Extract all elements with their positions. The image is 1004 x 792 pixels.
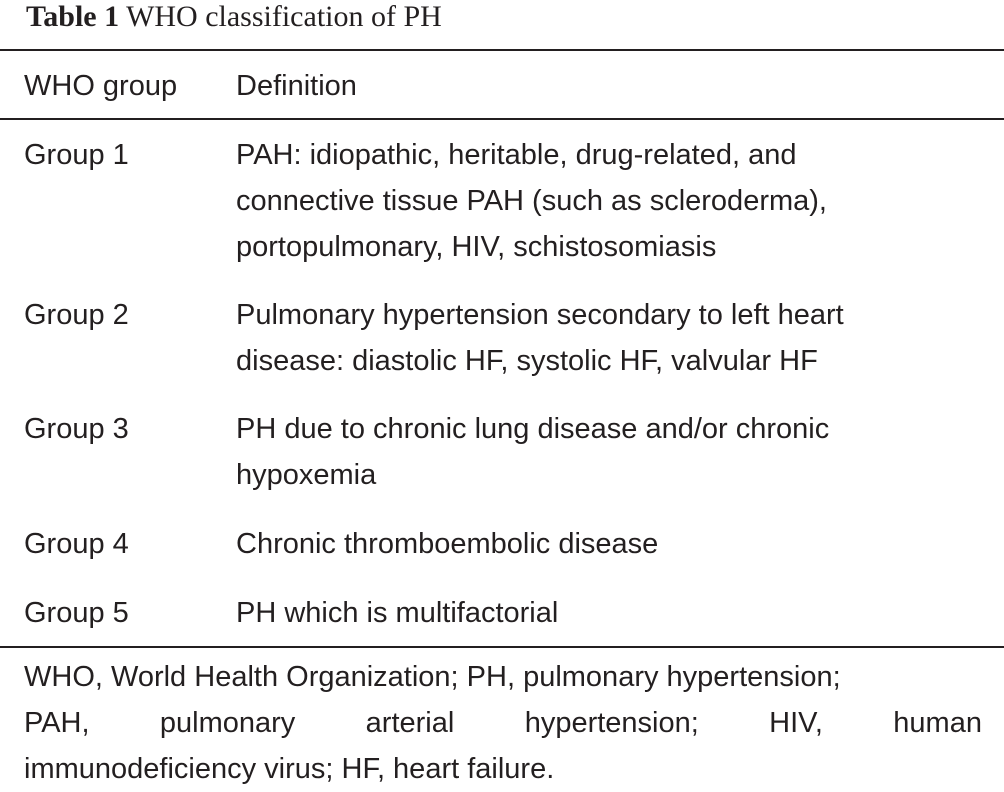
footnote-line-3: immunodeficiency virus; HF, heart failure.: [24, 753, 555, 785]
footnote-word: pulmonary: [159, 707, 296, 739]
footnote-word: arterial: [365, 707, 455, 739]
row-group-2-label: Group 2: [24, 299, 129, 331]
table-caption-title: WHO classification of PH: [126, 0, 442, 33]
definition-line: PH which is multifactorial: [236, 597, 559, 629]
footnote-word: PAH,: [24, 707, 90, 739]
footnote-line-1: WHO, World Health Organization; PH, pulmonary hypertension;: [24, 661, 841, 693]
definition-line: PH due to chronic lung disease and/or chronic: [236, 413, 830, 445]
definition-line: Chronic thromboembolic disease: [236, 528, 659, 560]
definition-line: Pulmonary hypertension secondary to left heart: [236, 299, 844, 331]
definition-line: hypoxemia: [236, 459, 377, 491]
header-definition: Definition: [236, 70, 357, 102]
header-rule: [0, 118, 1004, 120]
table-caption: [26, 0, 442, 34]
row-group-2-definition: [236, 292, 844, 384]
bottom-rule: [0, 646, 1004, 648]
top-rule: [0, 49, 1004, 51]
row-group-5-label: Group 5: [24, 597, 129, 629]
row-group-4-label: Group 4: [24, 528, 129, 560]
row-group-5-definition: [236, 590, 558, 636]
row-group-4-definition: [236, 521, 658, 567]
row-group-3-label: Group 3: [24, 413, 129, 445]
definition-line: disease: diastolic HF, systolic HF, valvular HF: [236, 345, 818, 377]
table-footnote: [24, 654, 982, 792]
footnote-word: HIV,: [769, 707, 823, 739]
definition-line: PAH: idiopathic, heritable, drug-related, and: [236, 139, 797, 171]
row-group-3-definition: [236, 406, 829, 498]
footnote-line-2: [24, 700, 982, 746]
header-who-group: WHO group: [24, 70, 178, 102]
definition-line: connective tissue PAH (such as scleroderma),: [236, 185, 827, 217]
row-group-1-definition: [236, 132, 827, 270]
definition-line: portopulmonary, HIV, schistosomiasis: [236, 231, 717, 263]
row-group-1-label: Group 1: [24, 139, 129, 171]
footnote-word: hypertension;: [524, 707, 699, 739]
table-caption-label: Table 1: [26, 0, 120, 33]
footnote-word: human: [893, 707, 982, 739]
